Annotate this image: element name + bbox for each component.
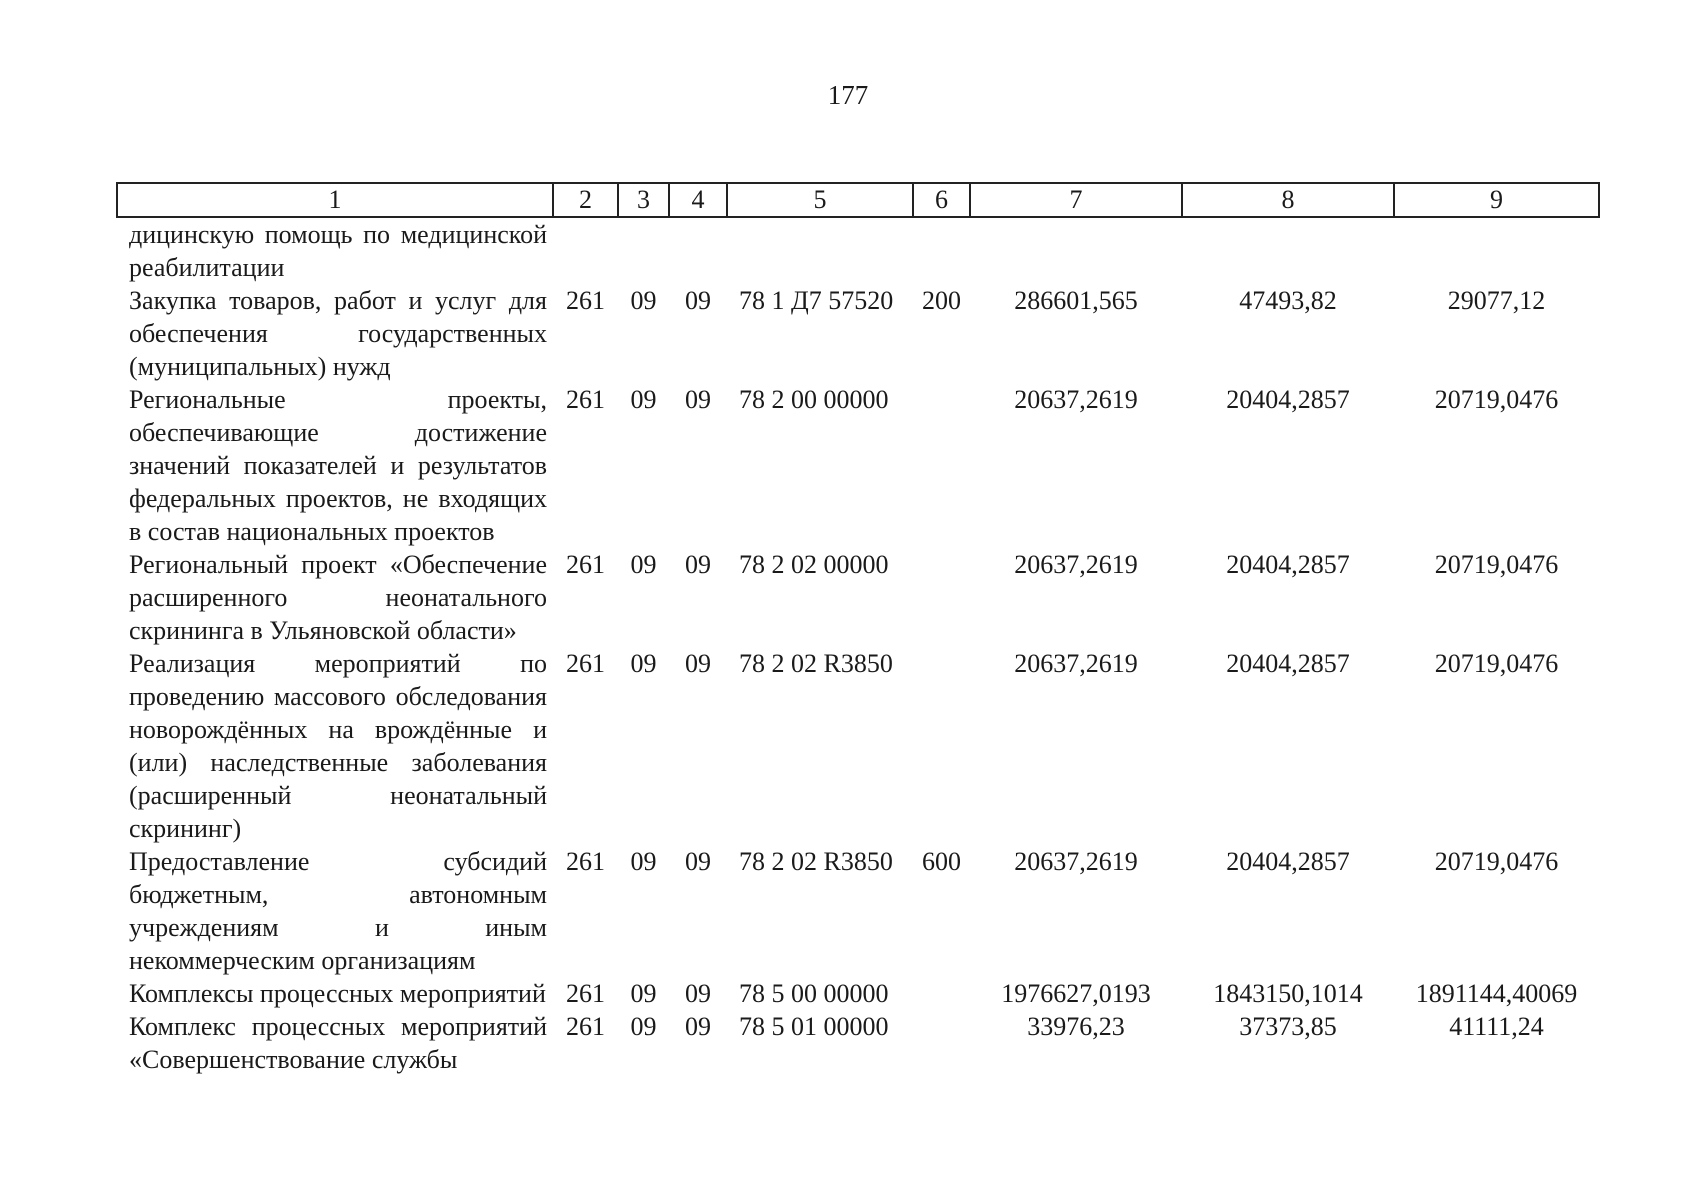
- cell-amount-7: 20637,2619: [1014, 847, 1138, 876]
- cell-csr: 78 2 02 R3850: [739, 649, 893, 678]
- cell-gr: 261: [566, 550, 605, 579]
- cell-csr: 78 5 01 00000: [739, 1012, 889, 1041]
- cell-amount-8: 47493,82: [1239, 286, 1337, 315]
- page-number: 177: [827, 80, 869, 110]
- cell-pr: 09: [685, 847, 711, 876]
- cell-gr: 261: [566, 385, 605, 414]
- table-row: [117, 1010, 1599, 1076]
- cell-vr: [913, 217, 970, 284]
- header-cell-4: 4: [669, 183, 727, 217]
- cell-amount-9: 20719,0476: [1434, 847, 1559, 876]
- cell-csr: 78 1 Д7 57520: [739, 286, 894, 315]
- cell-pr: [669, 217, 727, 284]
- cell-amount-8: [1182, 217, 1394, 284]
- table-row: [117, 217, 1599, 284]
- table-header: [117, 183, 1599, 217]
- cell-csr: 78 2 02 00000: [739, 550, 889, 579]
- cell-gr: 261: [566, 1012, 605, 1041]
- header-cell-6: 6: [913, 183, 970, 217]
- cell-vr: [913, 383, 970, 548]
- cell-gr: 261: [566, 286, 605, 315]
- cell-rz: 09: [630, 979, 657, 1008]
- cell-amount-9: 41111,24: [1449, 1012, 1544, 1041]
- cell-gr: 261: [566, 649, 605, 678]
- table-row: [117, 548, 1599, 647]
- table-row: [117, 383, 1599, 548]
- row-name: Закупка товаров, работ и услуг для обеспечения государственных (муниципальных) нужд: [129, 286, 547, 381]
- cell-rz: 09: [630, 286, 657, 315]
- cell-vr: [913, 1010, 970, 1076]
- table-row: [117, 284, 1599, 383]
- cell-vr: [913, 548, 970, 647]
- cell-amount-7: 33976,23: [1027, 1012, 1125, 1041]
- cell-rz: 09: [630, 550, 657, 579]
- cell-vr: [913, 647, 970, 845]
- row-name: Реализация мероприятий по проведению массового обследования новорождённых на врождённые и (или) наследственные заболевания (расширенный неонатальный скрининг): [129, 649, 547, 843]
- cell-vr: 600: [922, 847, 961, 876]
- cell-pr: 09: [685, 550, 711, 579]
- cell-vr: [913, 977, 970, 1010]
- cell-vr: 200: [922, 286, 961, 315]
- cell-gr: 261: [566, 979, 605, 1008]
- cell-amount-7: [970, 217, 1182, 284]
- header-cell-5: 5: [727, 183, 913, 217]
- cell-amount-7: 1976627,0193: [1001, 979, 1151, 1008]
- cell-amount-9: [1394, 217, 1599, 284]
- header-cell-1: 1: [117, 183, 553, 217]
- cell-pr: 09: [685, 1012, 711, 1041]
- cell-rz: 09: [630, 847, 657, 876]
- row-name: Комплексы процессных мероприятий: [129, 979, 546, 1008]
- cell-gr: 261: [566, 847, 605, 876]
- table-row: [117, 647, 1599, 845]
- cell-amount-9: 20719,0476: [1434, 649, 1559, 678]
- cell-amount-8: 37373,85: [1239, 1012, 1337, 1041]
- header-cell-7: 7: [970, 183, 1182, 217]
- budget-table: [116, 182, 1600, 1076]
- cell-amount-9: 20719,0476: [1434, 550, 1559, 579]
- row-name: Региональные проекты, обеспечивающие достижение значений показателей и результатов федеральных проектов, не входящих в состав национальных проектов: [129, 385, 547, 546]
- row-name: Региональный проект «Обеспечение расширенного неонатального скрининга в Ульяновской области»: [129, 550, 547, 645]
- cell-amount-9: 29077,12: [1447, 286, 1546, 315]
- cell-amount-7: 286601,565: [1014, 286, 1138, 315]
- cell-amount-7: 20637,2619: [1014, 550, 1138, 579]
- cell-csr: 78 2 02 R3850: [739, 847, 893, 876]
- row-name: Комплекс процессных мероприятий «Совершенствование службы: [129, 1012, 547, 1074]
- cell-pr: 09: [685, 385, 711, 414]
- table-row: [117, 845, 1599, 977]
- cell-csr: [727, 217, 913, 284]
- cell-amount-8: 20404,2857: [1226, 649, 1350, 678]
- cell-rz: [618, 217, 669, 284]
- header-cell-2: 2: [553, 183, 618, 217]
- cell-amount-9: 1891144,40069: [1415, 979, 1578, 1008]
- cell-amount-7: 20637,2619: [1014, 385, 1138, 414]
- cell-csr: 78 2 00 00000: [739, 385, 889, 414]
- cell-pr: 09: [685, 649, 711, 678]
- cell-amount-8: 1843150,1014: [1213, 979, 1363, 1008]
- cell-csr: 78 5 00 00000: [739, 979, 889, 1008]
- cell-pr: 09: [685, 286, 711, 315]
- header-cell-9: 9: [1394, 183, 1599, 217]
- cell-rz: 09: [630, 649, 657, 678]
- cell-gr: [553, 217, 618, 284]
- cell-pr: 09: [685, 979, 711, 1008]
- cell-amount-8: 20404,2857: [1226, 385, 1350, 414]
- row-name: дицинскую помощь по медицинской реабилитации: [129, 220, 547, 282]
- cell-amount-9: 20719,0476: [1434, 385, 1559, 414]
- cell-amount-8: 20404,2857: [1226, 847, 1350, 876]
- header-cell-3: 3: [618, 183, 669, 217]
- cell-amount-7: 20637,2619: [1014, 649, 1138, 678]
- table-row: [117, 977, 1599, 1010]
- table-body: [117, 217, 1599, 1076]
- row-name: Предоставление субсидий бюджетным, автономным учреждениям и иным некоммерческим организациям: [129, 847, 547, 975]
- header-cell-8: 8: [1182, 183, 1394, 217]
- cell-rz: 09: [630, 1012, 657, 1041]
- cell-amount-8: 20404,2857: [1226, 550, 1350, 579]
- header-row: [117, 183, 1599, 217]
- cell-rz: 09: [630, 385, 657, 414]
